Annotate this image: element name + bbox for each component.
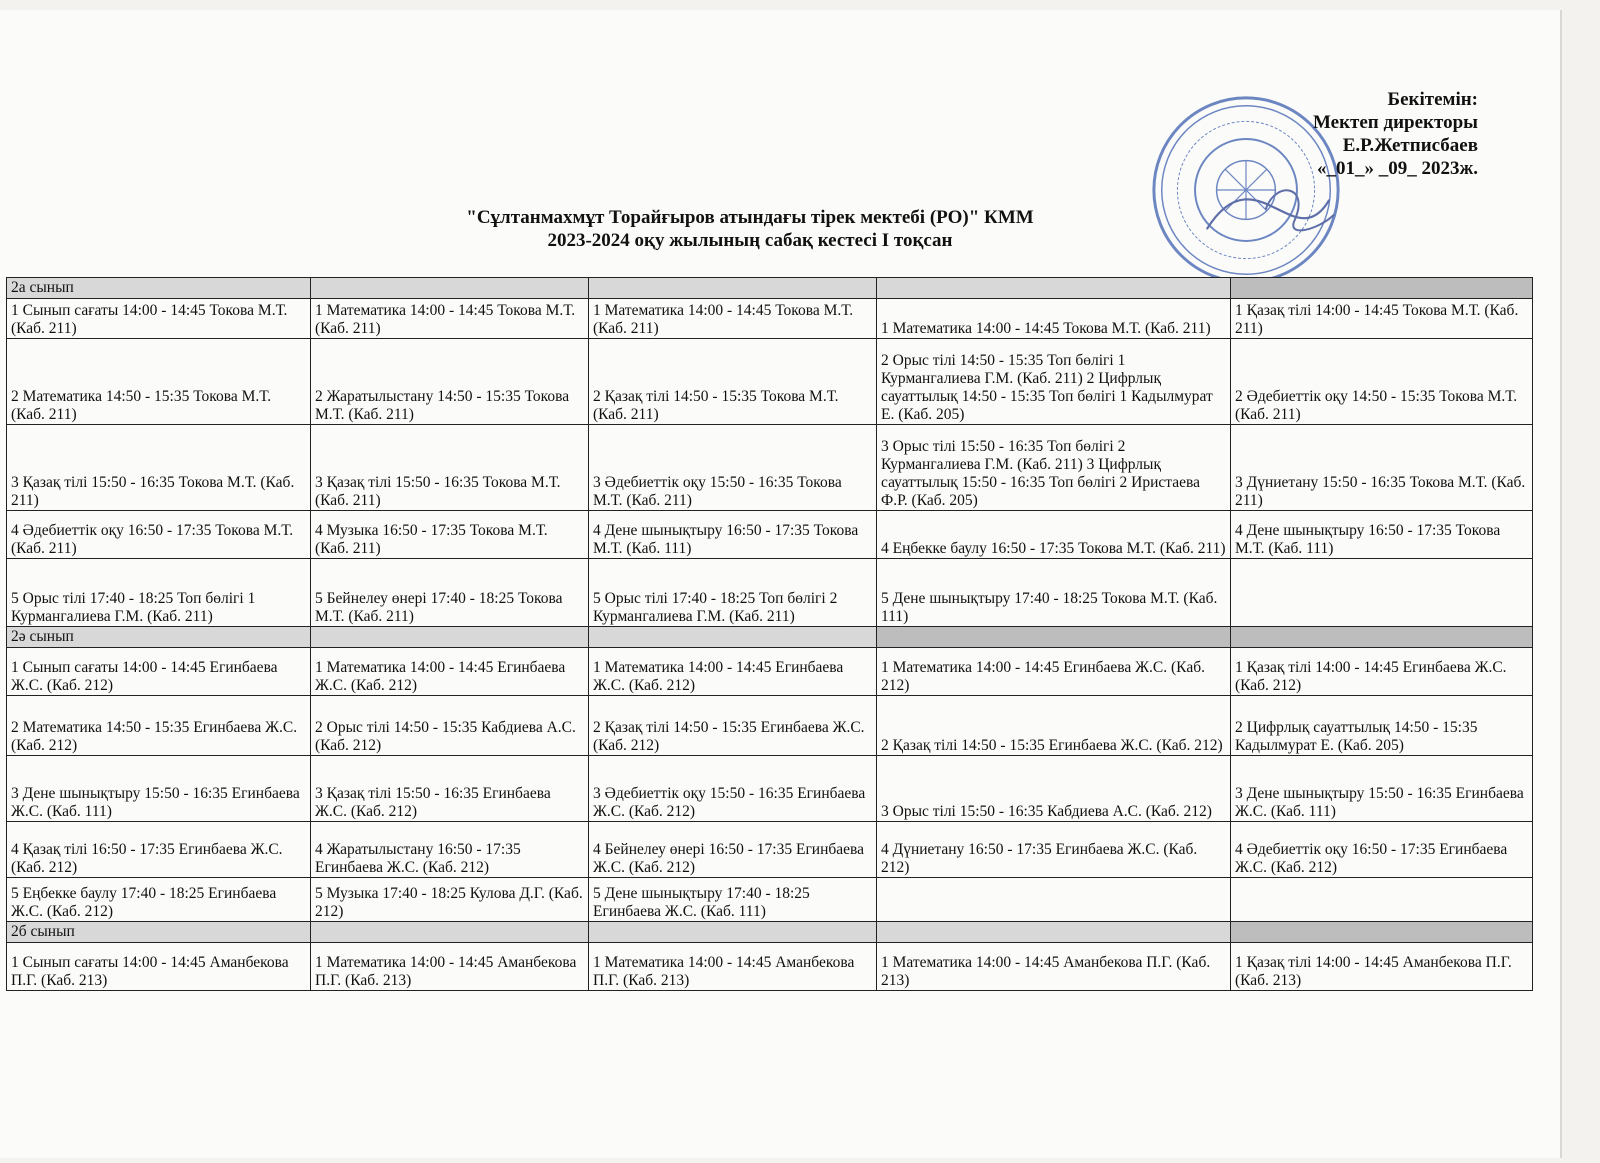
approval-line-3: Е.Р.Жетписбаев xyxy=(1342,135,1478,156)
lesson-cell: 4 Әдебиеттік оқу 16:50 - 17:35 Токова М.Т. (Каб. 211) xyxy=(7,511,311,559)
lesson-cell: 2 Орыс тілі 14:50 - 15:35 Топ бөлігі 1 Курмангалиева Г.М. (Каб. 211) 2 Цифрлық сауаттылық 14:50 - 15:35 Топ бөлігі 1 Кадылмурат Е. (Каб. 205) xyxy=(877,339,1231,425)
lesson-cell: 3 Қазақ тілі 15:50 - 16:35 Токова М.Т. (Каб. 211) xyxy=(311,425,589,511)
lesson-cell: 1 Математика 14:00 - 14:45 Аманбекова П.Г. (Каб. 213) xyxy=(311,943,589,991)
table-row xyxy=(7,299,1533,339)
table-row xyxy=(7,511,1533,559)
lesson-cell: 4 Музыка 16:50 - 17:35 Токова М.Т. (Каб. 211) xyxy=(311,511,589,559)
lesson-cell: 4 Дүниетану 16:50 - 17:35 Егинбаева Ж.С. (Каб. 212) xyxy=(877,822,1231,878)
lesson-cell: 3 Орыс тілі 15:50 - 16:35 Топ бөлігі 2 Курмангалиева Г.М. (Каб. 211) 3 Цифрлық сауаттылық 15:50 - 16:35 Топ бөлігі 2 Иристаева Ф.Р. (Каб. 205) xyxy=(877,425,1231,511)
class-name: 2б сынып xyxy=(7,922,311,943)
table-row xyxy=(7,696,1533,756)
lesson-cell: 1 Сынып сағаты 14:00 - 14:45 Егинбаева Ж.С. (Каб. 212) xyxy=(7,648,311,696)
lesson-cell: 2 Қазақ тілі 14:50 - 15:35 Егинбаева Ж.С. (Каб. 212) xyxy=(589,696,877,756)
lesson-cell: 2 Қазақ тілі 14:50 - 15:35 Егинбаева Ж.С. (Каб. 212) xyxy=(877,696,1231,756)
lesson-cell: 4 Дене шынықтыру 16:50 - 17:35 Токова М.Т. (Каб. 111) xyxy=(589,511,877,559)
lesson-cell: 4 Жаратылыстану 16:50 - 17:35 Егинбаева Ж.С. (Каб. 212) xyxy=(311,822,589,878)
class-name: 2ә сынып xyxy=(7,627,311,648)
lesson-cell: 5 Орыс тілі 17:40 - 18:25 Топ бөлігі 1 Курмангалиева Г.М. (Каб. 211) xyxy=(7,559,311,627)
lesson-cell: 5 Еңбекке баулу 17:40 - 18:25 Егинбаева Ж.С. (Каб. 212) xyxy=(7,878,311,922)
lesson-cell: 1 Математика 14:00 - 14:45 Егинбаева Ж.С. (Каб. 212) xyxy=(311,648,589,696)
lesson-cell xyxy=(1231,878,1533,922)
lesson-cell: 4 Бейнелеу өнері 16:50 - 17:35 Егинбаева Ж.С. (Каб. 212) xyxy=(589,822,877,878)
lesson-cell: 3 Дүниетану 15:50 - 16:35 Токова М.Т. (Каб. 211) xyxy=(1231,425,1533,511)
lesson-cell: 2 Қазақ тілі 14:50 - 15:35 Токова М.Т. (Каб. 211) xyxy=(589,339,877,425)
lesson-cell xyxy=(877,878,1231,922)
lesson-cell: 1 Математика 14:00 - 14:45 Токова М.Т. (Каб. 211) xyxy=(877,299,1231,339)
lesson-cell: 5 Орыс тілі 17:40 - 18:25 Топ бөлігі 2 Курмангалиева Г.М. (Каб. 211) xyxy=(589,559,877,627)
table-row xyxy=(7,943,1533,991)
lesson-cell: 1 Математика 14:00 - 14:45 Аманбекова П.Г. (Каб. 213) xyxy=(589,943,877,991)
approval-line-2: Мектеп директоры xyxy=(1312,112,1478,133)
lesson-cell: 5 Дене шынықтыру 17:40 - 18:25 Токова М.Т. (Каб. 111) xyxy=(877,559,1231,627)
lesson-cell: 1 Математика 14:00 - 14:45 Токова М.Т. (Каб. 211) xyxy=(311,299,589,339)
lesson-cell: 2 Математика 14:50 - 15:35 Егинбаева Ж.С. (Каб. 212) xyxy=(7,696,311,756)
lesson-cell: 5 Бейнелеу өнері 17:40 - 18:25 Токова М.Т. (Каб. 211) xyxy=(311,559,589,627)
approval-line-1: Бекітемін: xyxy=(1387,89,1478,110)
lesson-cell: 3 Дене шынықтыру 15:50 - 16:35 Егинбаева Ж.С. (Каб. 111) xyxy=(7,756,311,822)
lesson-cell: 5 Музыка 17:40 - 18:25 Кулова Д.Г. (Каб. 212) xyxy=(311,878,589,922)
document-title xyxy=(380,206,1120,252)
lesson-cell: 3 Қазақ тілі 15:50 - 16:35 Егинбаева Ж.С. (Каб. 212) xyxy=(311,756,589,822)
table-row xyxy=(7,425,1533,511)
lesson-cell: 1 Қазақ тілі 14:00 - 14:45 Аманбекова П.Г. (Каб. 213) xyxy=(1231,943,1533,991)
table-row xyxy=(7,648,1533,696)
lesson-cell: 4 Әдебиеттік оқу 16:50 - 17:35 Егинбаева Ж.С. (Каб. 212) xyxy=(1231,822,1533,878)
schedule-table xyxy=(6,277,1533,991)
approval-block xyxy=(1268,88,1478,180)
lesson-cell: 2 Математика 14:50 - 15:35 Токова М.Т. (Каб. 211) xyxy=(7,339,311,425)
lesson-cell: 2 Цифрлық сауаттылық 14:50 - 15:35 Кадылмурат Е. (Каб. 205) xyxy=(1231,696,1533,756)
lesson-cell: 1 Математика 14:00 - 14:45 Егинбаева Ж.С. (Каб. 212) xyxy=(589,648,877,696)
lesson-cell: 4 Қазақ тілі 16:50 - 17:35 Егинбаева Ж.С. (Каб. 212) xyxy=(7,822,311,878)
table-row xyxy=(7,822,1533,878)
table-row xyxy=(7,756,1533,822)
lesson-cell: 3 Дене шынықтыру 15:50 - 16:35 Егинбаева Ж.С. (Каб. 111) xyxy=(1231,756,1533,822)
lesson-cell: 3 Қазақ тілі 15:50 - 16:35 Токова М.Т. (Каб. 211) xyxy=(7,425,311,511)
lesson-cell: 1 Математика 14:00 - 14:45 Аманбекова П.Г. (Каб. 213) xyxy=(877,943,1231,991)
table-row xyxy=(7,339,1533,425)
class-name: 2а сынып xyxy=(7,278,311,299)
lesson-cell: 5 Дене шынықтыру 17:40 - 18:25 Егинбаева Ж.С. (Каб. 111) xyxy=(589,878,877,922)
lesson-cell xyxy=(1231,559,1533,627)
class-header-row xyxy=(7,922,1533,943)
lesson-cell: 3 Әдебиеттік оқу 15:50 - 16:35 Егинбаева Ж.С. (Каб. 212) xyxy=(589,756,877,822)
lesson-cell: 4 Еңбекке баулу 16:50 - 17:35 Токова М.Т. (Каб. 211) xyxy=(877,511,1231,559)
lesson-cell: 1 Математика 14:00 - 14:45 Егинбаева Ж.С. (Каб. 212) xyxy=(877,648,1231,696)
lesson-cell: 3 Орыс тілі 15:50 - 16:35 Кабдиева А.С. (Каб. 212) xyxy=(877,756,1231,822)
lesson-cell: 1 Математика 14:00 - 14:45 Токова М.Т. (Каб. 211) xyxy=(589,299,877,339)
class-header-row xyxy=(7,627,1533,648)
lesson-cell: 3 Әдебиеттік оқу 15:50 - 16:35 Токова М.Т. (Каб. 211) xyxy=(589,425,877,511)
class-header-row xyxy=(7,278,1533,299)
lesson-cell: 2 Жаратылыстану 14:50 - 15:35 Токова М.Т. (Каб. 211) xyxy=(311,339,589,425)
table-row xyxy=(7,559,1533,627)
approval-date: «_01_» _09_ 2023ж. xyxy=(1316,158,1478,179)
lesson-cell: 1 Сынып сағаты 14:00 - 14:45 Аманбекова П.Г. (Каб. 213) xyxy=(7,943,311,991)
title-line-2: 2023-2024 оқу жылының сабақ кестесі І тоқсан xyxy=(547,230,953,251)
lesson-cell: 1 Қазақ тілі 14:00 - 14:45 Егинбаева Ж.С. (Каб. 212) xyxy=(1231,648,1533,696)
lesson-cell: 2 Әдебиеттік оқу 14:50 - 15:35 Токова М.Т. (Каб. 211) xyxy=(1231,339,1533,425)
lesson-cell: 1 Сынып сағаты 14:00 - 14:45 Токова М.Т. (Каб. 211) xyxy=(7,299,311,339)
title-line-1: "Сұлтанмахмұт Торайғыров атындағы тірек мектебі (РО)" КММ xyxy=(466,207,1034,228)
table-row xyxy=(7,878,1533,922)
lesson-cell: 4 Дене шынықтыру 16:50 - 17:35 Токова М.Т. (Каб. 111) xyxy=(1231,511,1533,559)
lesson-cell: 2 Орыс тілі 14:50 - 15:35 Кабдиева А.С. (Каб. 212) xyxy=(311,696,589,756)
lesson-cell: 1 Қазақ тілі 14:00 - 14:45 Токова М.Т. (Каб. 211) xyxy=(1231,299,1533,339)
